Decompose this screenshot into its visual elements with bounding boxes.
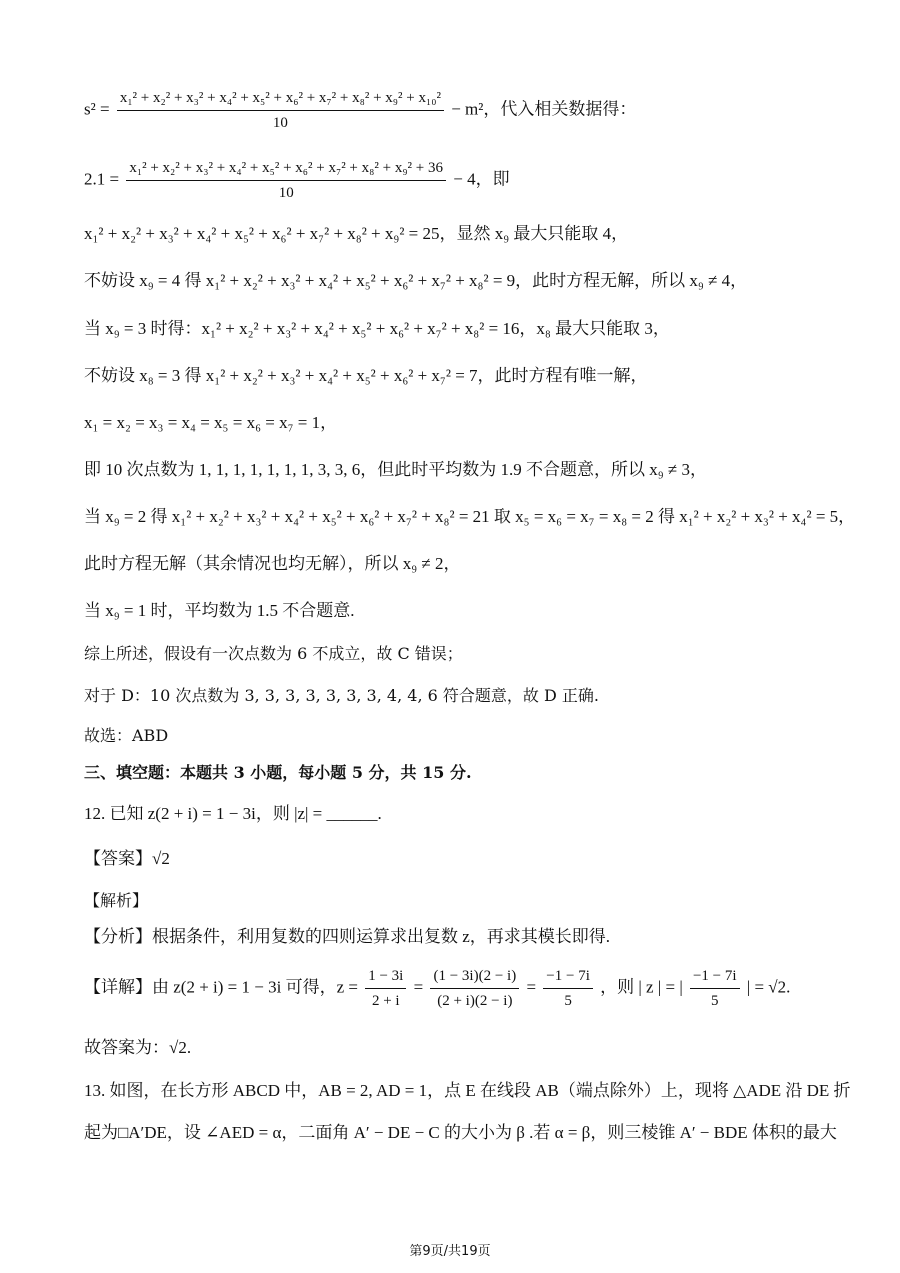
fraction (117, 88, 444, 133)
answer-line: 【答案】√2 (84, 849, 170, 868)
text-line: 当 x₉ = 1 时，平均数为 1.5 不合题意. (84, 601, 355, 620)
fraction (365, 966, 406, 1011)
analysis-heading: 【解析】 (84, 891, 149, 910)
text-line: 当 x₉ = 3 时得：x₁² + x₂² + x₃² + x₄² + x₅² + x₆² + x₇² + x₈² = 16，x₈ 最大只能取 3， (84, 319, 670, 338)
solution-text: | = √2. (746, 977, 791, 997)
fraction-numerator: (1 − 3i)(2 − i) (430, 966, 519, 989)
formula-lhs: s² = (84, 99, 114, 119)
fraction-numerator: x₁² + x₂² + x₃² + x₄² + x₅² + x₆² + x₇² + x₈² + x₉² + 36 (126, 158, 446, 181)
equals-sign: = (413, 977, 428, 997)
text-line: x₁² + x₂² + x₃² + x₄² + x₅² + x₆² + x₇² + x₈² + x₉² = 25，显然 x₉ 最大只能取 4， (84, 224, 629, 243)
text-line: 不妨设 x₈ = 3 得 x₁² + x₂² + x₃² + x₄² + x₅² + x₆² + x₇² = 7，此时方程有唯一解， (84, 366, 648, 385)
text-line: x₁ = x₂ = x₃ = x₄ = x₅ = x₆ = x₇ = 1， (84, 413, 338, 432)
solution-text: 【详解】由 z(2 + i) = 1 − 3i 可得，z = (84, 977, 363, 997)
section-heading: 三、填空题：本题共 3 小题，每小题 5 分，共 15 分. (84, 763, 472, 782)
fraction (690, 966, 740, 1011)
fraction-denominator: 10 (278, 185, 294, 201)
fraction-denominator: 5 (564, 993, 572, 1009)
formula-tail: − 4，即 (453, 169, 510, 189)
equals-sign: = (526, 977, 541, 997)
fraction-denominator: 10 (272, 115, 288, 131)
fraction-numerator: −1 − 7i (543, 966, 593, 989)
formula-variance (84, 88, 636, 133)
question-13-line-1: 13. 如图，在长方形 ABCD 中，AB = 2, AD = 1，点 E 在线段 AB（端点除外）上，现将 △ADE 沿 DE 折 (84, 1081, 851, 1100)
page-footer: 第9页/共19页 (409, 1244, 491, 1259)
fraction-denominator: 2 + i (371, 993, 400, 1009)
formula-substituted (84, 158, 510, 203)
fraction (430, 966, 519, 1011)
text-line: 对于 D：10 次点数为 3, 3, 3, 3, 3, 3, 3, 4, 4, 6 符合题意，故 D 正确. (84, 686, 599, 705)
fraction-denominator: (2 + i)(2 − i) (437, 993, 513, 1009)
text-line: 故选：ABD (84, 726, 169, 745)
analysis-summary: 【分析】根据条件，利用复数的四则运算求出复数 z，再求其模长即得. (84, 927, 611, 946)
fraction-numerator: −1 − 7i (690, 966, 740, 989)
formula-lhs: 2.1 = (84, 169, 124, 189)
text-line: 此时方程无解（其余情况也均无解），所以 x₉ ≠ 2， (84, 554, 461, 573)
final-answer: 故答案为：√2. (84, 1038, 192, 1057)
fraction (126, 158, 446, 203)
text-line: 综上所述，假设有一次点数为 6 不成立，故 C 错误； (84, 644, 463, 663)
fraction-numerator: x₁² + x₂² + x₃² + x₄² + x₅² + x₆² + x₇² + x₈² + x₉² + x₁₀² (117, 88, 444, 111)
fraction-denominator: 5 (711, 993, 719, 1009)
question-12: 12. 已知 z(2 + i) = 1 − 3i，则 |z| = ______. (84, 804, 382, 823)
text-line: 即 10 次点数为 1, 1, 1, 1, 1, 1, 1, 3, 3, 6，但此时平均数为 1.9 不合题意，所以 x₉ ≠ 3， (84, 460, 708, 479)
detailed-solution (84, 966, 790, 1011)
text-line: 不妨设 x₉ = 4 得 x₁² + x₂² + x₃² + x₄² + x₅² + x₆² + x₇² + x₈² = 9，此时方程无解，所以 x₉ ≠ 4， (84, 271, 748, 290)
solution-text: ，则 | z | = | (600, 977, 687, 997)
formula-tail: − m²，代入相关数据得： (451, 99, 637, 119)
fraction (543, 966, 593, 1011)
fraction-numerator: 1 − 3i (365, 966, 406, 989)
text-line: 当 x₉ = 2 得 x₁² + x₂² + x₃² + x₄² + x₅² + x₆² + x₇² + x₈² = 21 取 x₅ = x₆ = x₇ = x₈ = 2 得 x₁² + x₂² + x₃² + x₄² = 5， (84, 507, 856, 526)
question-13-line-2: 起为□A′DE，设 ∠AED = α，二面角 A′ − DE − C 的大小为 β .若 α = β，则三棱锥 A′ − BDE 体积的最大 (84, 1123, 837, 1142)
